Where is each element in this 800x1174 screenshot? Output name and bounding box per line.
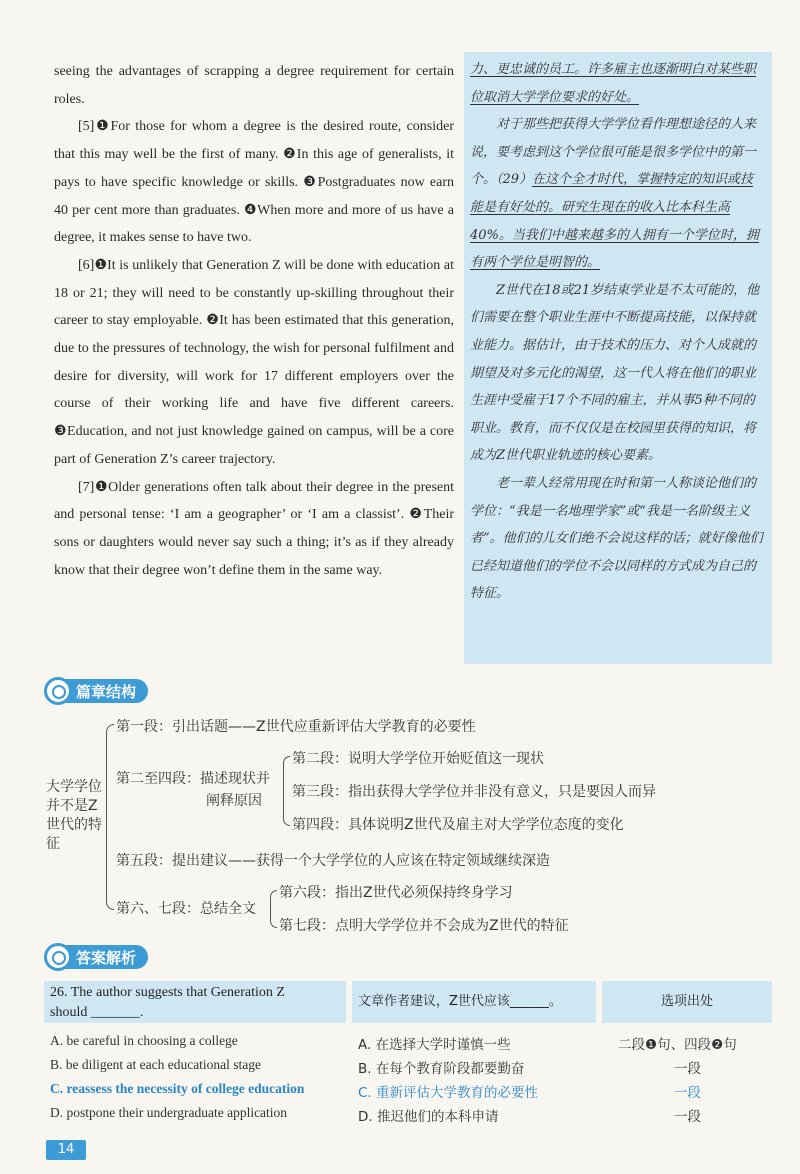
option-b-source: 一段 [674, 1061, 701, 1077]
question-english: 26. The author suggests that Generation Z should _______. [44, 981, 346, 1023]
english-text-column [54, 58, 454, 584]
option-b-en: B. be diligent at each educational stage [50, 1057, 262, 1072]
structure-para2to4-line2: 阐释原因 [206, 793, 262, 809]
structure-para3: 第三段：指出获得大学学位并非没有意义，只是要因人而异 [292, 784, 656, 800]
chinese-paragraph-5-part-b: 在这个全才时代，掌握特定的知识或技能是有好处的。研究生现在的收入比本科生高40%。当我们中越来越多的人拥有一个学位时，拥有两个学位是明智的。 [470, 172, 759, 271]
option-b-cn: B. 在每个教育阶段都要勤奋 [358, 1061, 525, 1077]
root-brace [106, 724, 114, 910]
option-a-cn: A. 在选择大学时谨慎一些 [358, 1037, 511, 1053]
option-c-source: 一段 [674, 1085, 701, 1101]
english-paragraph-7: [7]❶Older generations often talk about their degree in the present and personal tense: ‘I am a geographer’ or ‘I am a classist’. ❷Their sons or daughters would never say such a thing; it’s as if they already know that their degree won’t define them in the same way. [54, 479, 454, 578]
question-chinese: 文章作者建议，Z世代应该______。 [352, 981, 596, 1023]
structure-para1: 第一段：引出话题——Z世代应重新评估大学教育的必要性 [116, 719, 476, 735]
chinese-paragraph-5-part-a: 对于那些把获得大学学位看作理想途径的人来说，要考虑到这个学位很可能是很多学位中的第一个。（29） [470, 117, 757, 188]
source-header: 选项出处 [602, 981, 772, 1023]
para67-brace [270, 890, 277, 928]
structure-section-heading: 篇章结构 [46, 678, 148, 704]
magnifier-icon [44, 677, 72, 705]
structure-root: 大学学位 并不是Z 世代的特 征 [46, 779, 102, 852]
structure-para7: 第七段：点明大学学位并不会成为Z世代的特征 [279, 918, 569, 934]
option-d-source: 一段 [674, 1109, 701, 1125]
answers-section-heading: 答案解析 [46, 944, 148, 970]
chinese-paragraph-continued: 力、更忠诚的员工。许多雇主也逐渐明白对某些职位取消大学学位要求的好处。 [470, 62, 757, 105]
structure-para67: 第六、七段：总结全文 [116, 901, 256, 917]
para2to4-brace [283, 756, 290, 826]
english-paragraph-continued: seeing the advantages of scrapping a degree requirement for certain roles. [54, 64, 454, 107]
structure-para2: 第二段：说明大学学位开始贬值这一现状 [292, 751, 544, 767]
structure-para5: 第五段：提出建议——获得一个大学学位的人应该在特定领域继续深造 [116, 853, 550, 869]
structure-para2to4-line1: 第二至四段：描述现状并 [116, 771, 270, 787]
option-d-en: D. postpone their undergraduate application [50, 1105, 288, 1120]
chinese-paragraph-7: 老一辈人经常用现在时和第一人称谈论他们的学位：“我是一名地理学家”或“我是一名阶级主义者”。他们的儿女们绝不会说这样的话；就好像他们已经知道他们的学位不会以同样的方式成为自己的特征。 [470, 475, 763, 602]
english-paragraph-6: [6]❶It is unlikely that Generation Z will be done with education at 18 or 21; they will need to be constantly up-skilling throughout their career to stay employable. ❷It has been estimated that this generation, due to the pressures of technology, the wish for personal fulfilment and desire for diversity, will work for 17 different employers over the course of their working life and have five different careers. ❸Education, and not just knowledge gained on campus, will be a core part of Generation Z’s career trajectory. [54, 257, 454, 467]
page-number: 14 [46, 1140, 86, 1160]
structure-para6: 第六段：指出Z世代必须保持终身学习 [279, 885, 513, 901]
chinese-paragraph-6: Z世代在18或21岁结束学业是不太可能的，他们需要在整个职业生涯中不断提高技能，以保持就业能力。据估计，由于技术的压力、对个人成就的期望及对多元化的渴望，这一代人将在他们的职业生涯中受雇于17个不同的雇主，并从事5种不同的职业。教育，而不仅仅是在校园里获得的知识，将成为Z世代职业轨迹的核心要素。 [470, 282, 760, 464]
option-c-cn-correct: C. 重新评估大学教育的必要性 [358, 1085, 539, 1101]
option-d-cn: D. 推迟他们的本科申请 [358, 1109, 499, 1125]
magnifier-icon [44, 943, 72, 971]
structure-para4: 第四段：具体说明Z世代及雇主对大学学位态度的变化 [292, 817, 624, 833]
option-c-en-correct: C. reassess the necessity of college education [50, 1081, 305, 1096]
option-a-en: A. be careful in choosing a college [50, 1033, 238, 1048]
option-a-source: 二段❶句、四段❷句 [618, 1037, 737, 1053]
english-paragraph-5: [5]❶For those for whom a degree is the desired route, consider that this may well be the first of many. ❷In this age of generalists, it pays to have specific knowledge or skills. ❸Postgraduates now earn 40 per cent more than graduates. ❹When more and more of us have a degree, it makes sense to have two. [54, 119, 454, 246]
chinese-paragraph-5 [470, 111, 766, 277]
chinese-translation-panel [464, 52, 772, 664]
